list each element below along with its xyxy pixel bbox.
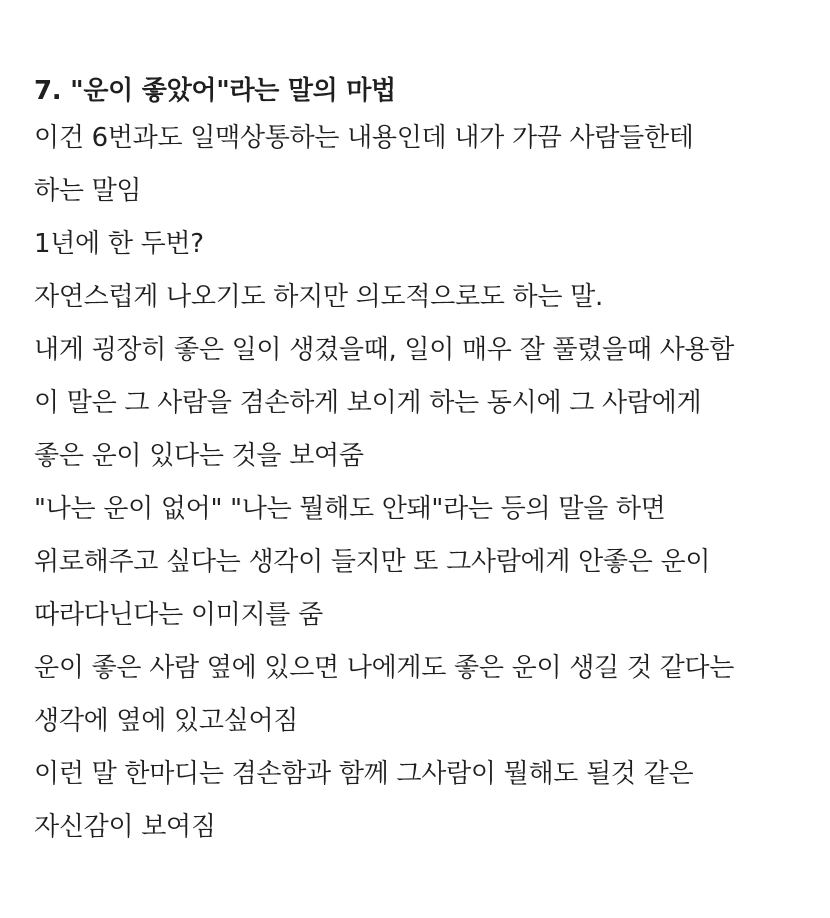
body-line: 자연스럽게 나오기도 하지만 의도적으로도 하는 말.: [34, 282, 603, 312]
body-line: 내게 굉장히 좋은 일이 생겼을때, 일이 매우 잘 풀렸을때 사용함: [34, 335, 735, 365]
body-line: 생각에 옆에 있고싶어짐: [34, 706, 299, 736]
body-line: "나는 운이 없어" "나는 뭘해도 안돼"라는 등의 말을 하면: [34, 494, 666, 524]
body-line: 이 말은 그 사람을 겸손하게 보이게 하는 동시에 그 사람에게: [34, 388, 702, 418]
article-body: [34, 70, 824, 854]
body-line: 이런 말 한마디는 겸손함과 함께 그사람이 뭘해도 될것 같은: [34, 759, 694, 789]
section-heading: 7. "운이 좋았어"라는 말의 마법: [34, 76, 396, 106]
body-line: 1년에 한 두번?: [34, 229, 204, 259]
body-line: 이건 6번과도 일맥상통하는 내용인데 내가 가끔 사람들한테: [34, 123, 694, 153]
body-line: 좋은 운이 있다는 것을 보여줌: [34, 441, 364, 471]
body-line: 운이 좋은 사람 옆에 있으면 나에게도 좋은 운이 생길 것 같다는: [34, 653, 735, 683]
body-line: 자신감이 보여짐: [34, 812, 216, 842]
body-line: 따라다닌다는 이미지를 줌: [34, 600, 323, 630]
body-line: 위로해주고 싶다는 생각이 들지만 또 그사람에게 안좋은 운이: [34, 547, 711, 577]
body-line: 하는 말임: [34, 176, 142, 206]
